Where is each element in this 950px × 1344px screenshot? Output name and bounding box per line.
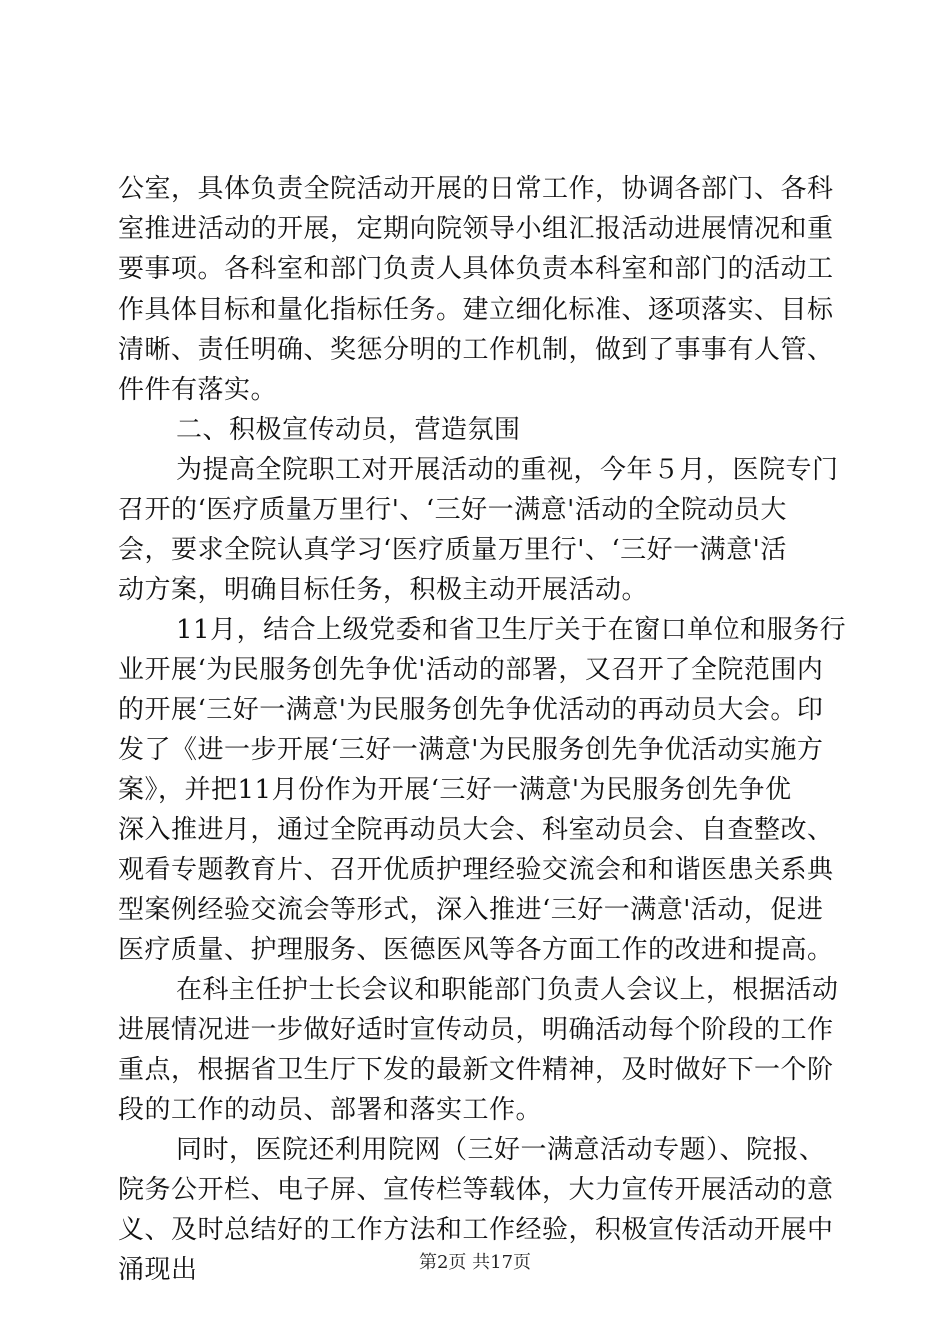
body-line: 观看专题教育片、召开优质护理经验交流会和和谐医患关系典 (118, 855, 834, 885)
body-line: 为提高全院职工对开展活动的重视，今年５月，医院专门 (176, 455, 839, 485)
body-line: 业开展‘为民服务创先争优'活动的部署，又召开了全院范围内 (118, 655, 824, 685)
body-line: 段的工作的动员、部署和落实工作。 (118, 1095, 543, 1125)
body-line: 动方案，明确目标任务，积极主动开展活动。 (118, 575, 649, 605)
body-line: 在科主任护士长会议和职能部门负责人会议上，根据活动 (176, 975, 839, 1005)
page-number-footer: 第2页 共17页 (418, 1252, 532, 1273)
body-line: 要事项。各科室和部门负责人具体负责本科室和部门的活动工 (118, 254, 834, 284)
section-heading: 二、积极宣传动员，营造氛围 (176, 415, 521, 445)
body-line: 件件有落实。 (118, 375, 278, 405)
body-line: 涌现出 (118, 1255, 198, 1285)
body-line: 室推进活动的开展，定期向院领导小组汇报活动进展情况和重 (118, 214, 834, 244)
body-line: 进展情况进一步做好适时宣传动员，明确活动每个阶段的工作 (118, 1015, 834, 1045)
body-line: 义、及时总结好的工作方法和工作经验，积极宣传活动开展中 (118, 1215, 834, 1245)
body-line: 型案例经验交流会等形式，深入推进‘三好一满意'活动，促进 (118, 895, 824, 925)
body-line: 11月，结合上级党委和省卫生厅关于在窗口单位和服务行 (176, 615, 847, 645)
body-line: 的开展‘三好一满意'为民服务创先争优活动的再动员大会。印 (118, 695, 824, 725)
body-line: 同时，医院还利用院网（三好一满意活动专题）、院报、 (176, 1135, 826, 1165)
body-line: 重点，根据省卫生厅下发的最新文件精神，及时做好下一个阶 (118, 1055, 834, 1085)
body-line: 公室，具体负责全院活动开展的日常工作，协调各部门、各科 (118, 174, 834, 204)
body-line: 召开的‘医疗质量万里行'、‘三好一满意'活动的全院动员大 (118, 495, 787, 525)
body-line: 深入推进月，通过全院再动员大会、科室动员会、自查整改、 (118, 815, 834, 845)
body-line: 案》，并把11月份作为开展‘三好一满意'为民服务创先争优 (118, 775, 792, 805)
body-line: 院务公开栏、电子屏、宣传栏等载体，大力宣传开展活动的意 (118, 1175, 834, 1205)
body-line: 会，要求全院认真学习‘医疗质量万里行'、‘三好一满意'活 (118, 535, 787, 565)
body-line: 医疗质量、护理服务、医德医风等各方面工作的改进和提高。 (118, 935, 834, 965)
body-line: 发了《进一步开展‘三好一满意'为民服务创先争优活动实施方 (118, 735, 824, 765)
body-line: 作具体目标和量化指标任务。建立细化标准、逐项落实、目标 (118, 295, 834, 325)
body-line: 清晰、责任明确、奖惩分明的工作机制，做到了事事有人管、 (118, 335, 834, 365)
